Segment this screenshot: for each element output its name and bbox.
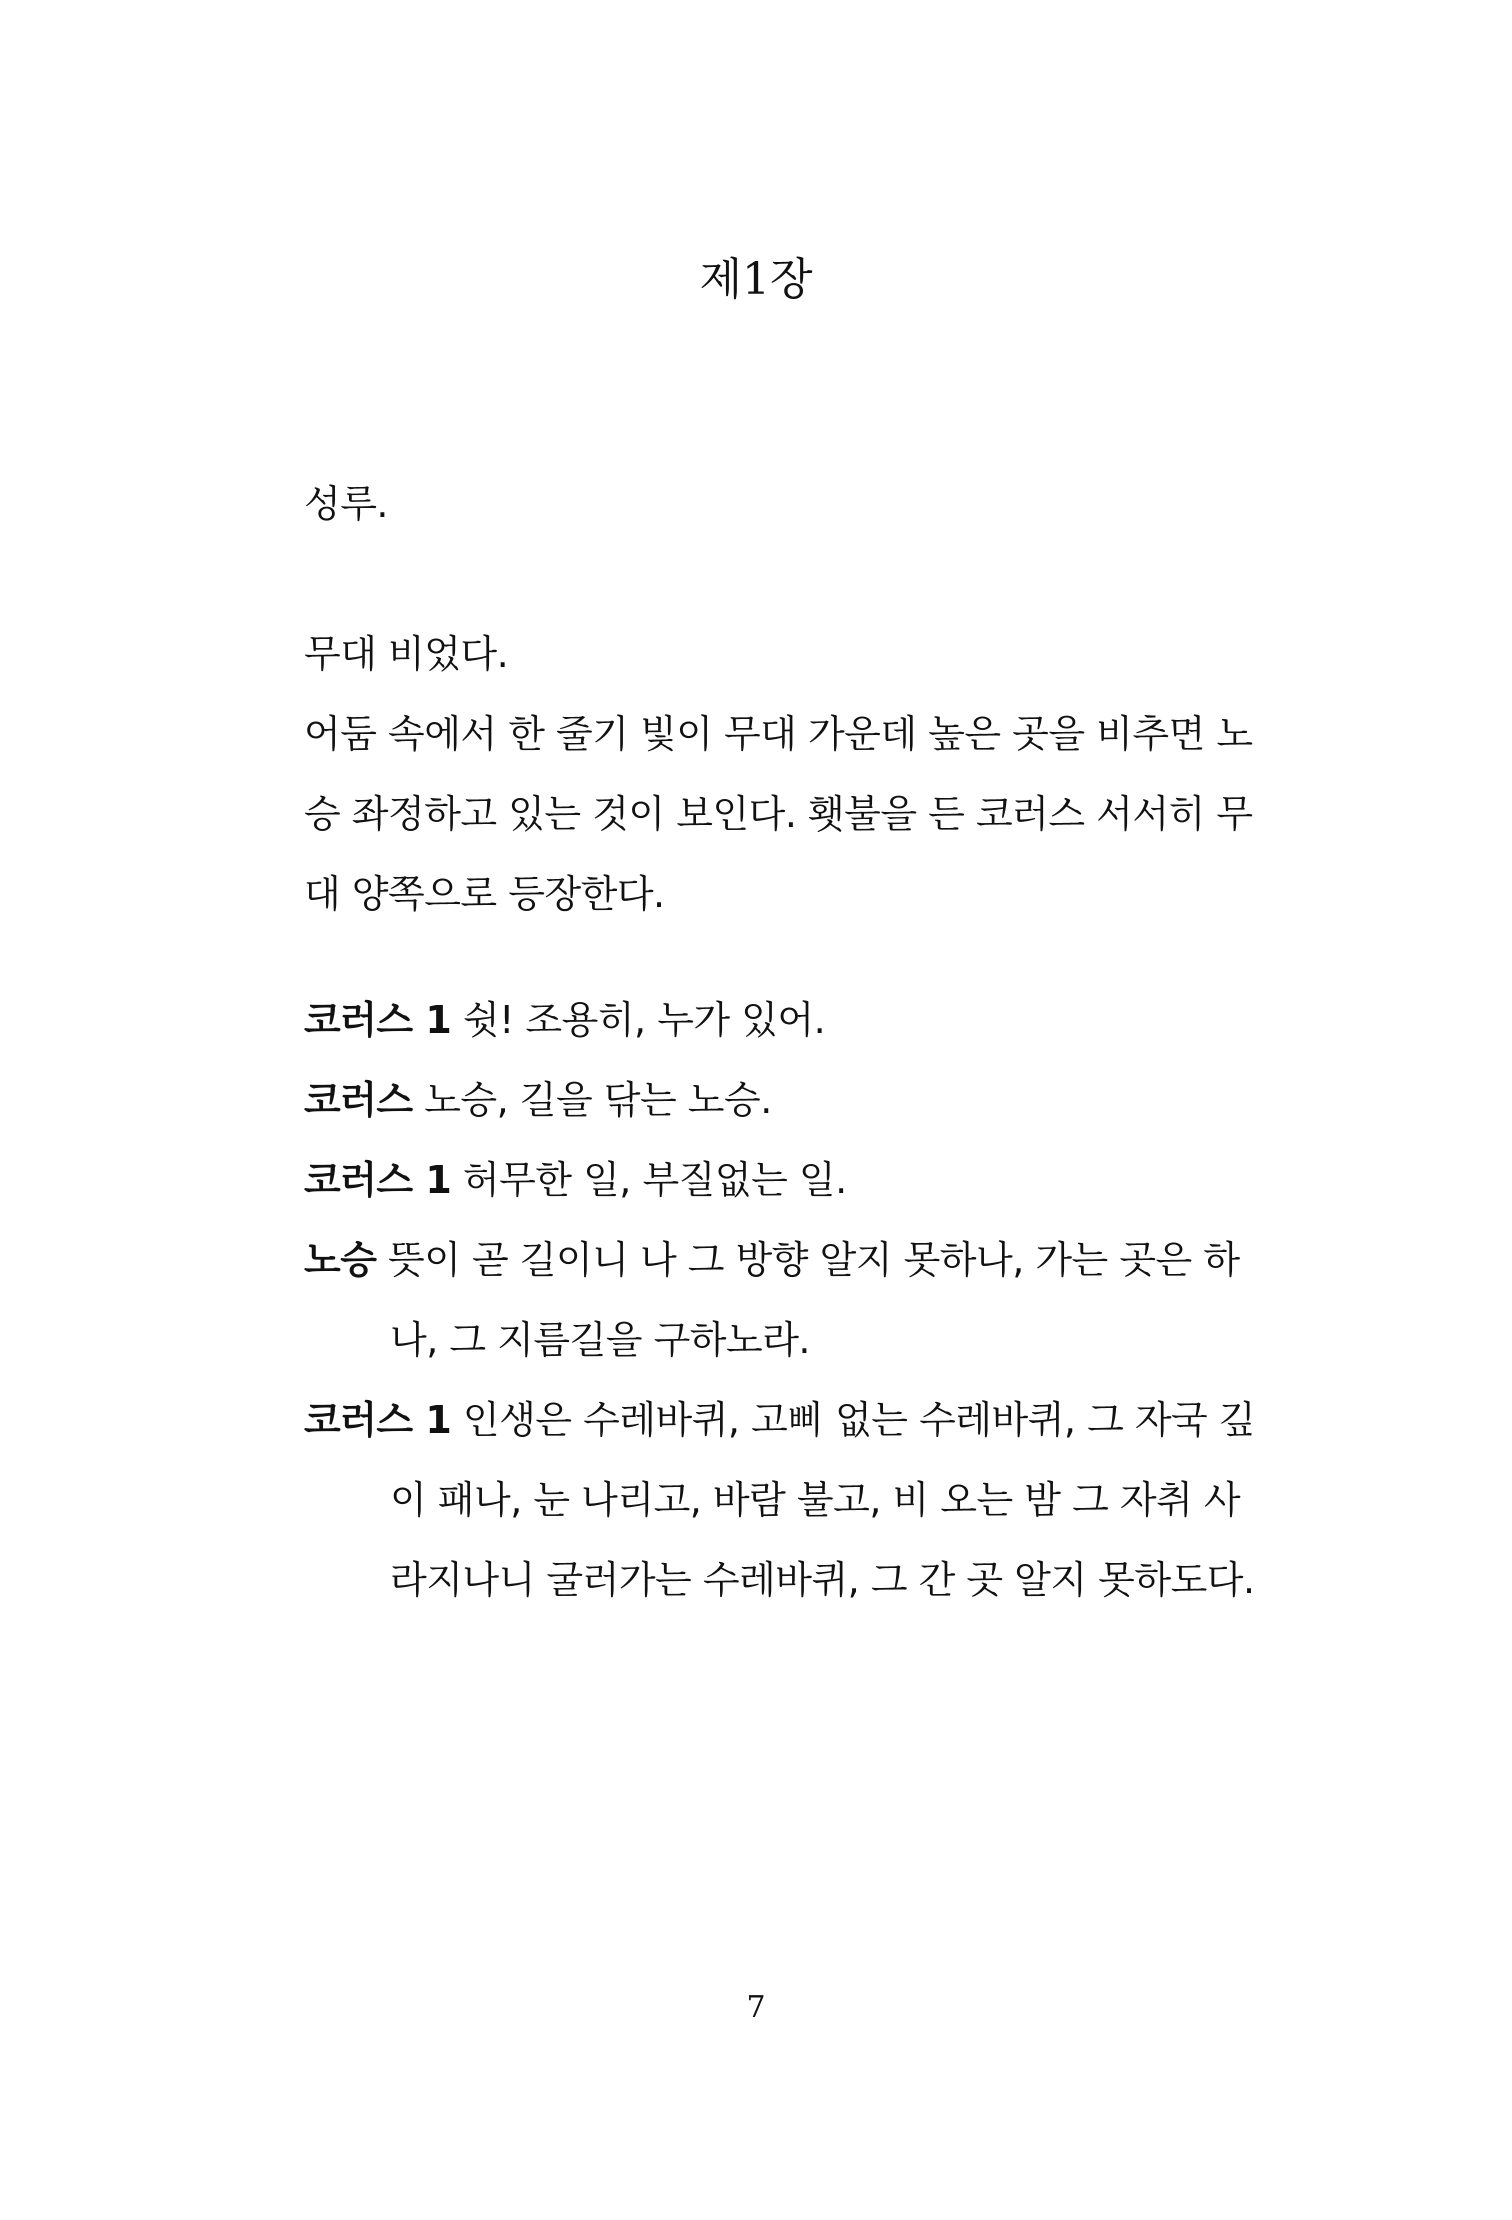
stage-directions bbox=[304, 614, 1253, 934]
dialogue-text: 뜻이 곧 길이니 나 그 방향 알지 못하나, 가는 곳은 하 bbox=[388, 1238, 1240, 1282]
dialogue-entry bbox=[304, 1140, 1240, 1220]
stage-direction-line: 승 좌정하고 있는 것이 보인다. 횃불을 든 코러스 서서히 무 bbox=[304, 792, 1253, 836]
dialogue-line bbox=[304, 980, 1240, 1060]
dialogue-text: 허무한 일, 부질없는 일. bbox=[462, 1158, 847, 1202]
stage-direction-line: 무대 비었다. bbox=[304, 632, 509, 676]
dialogue-line bbox=[304, 1140, 1240, 1220]
speaker-name: 코러스 bbox=[304, 1078, 413, 1122]
dialogue-entry bbox=[304, 1220, 1240, 1380]
scene-heading-block bbox=[304, 464, 1240, 544]
dialogue-entry bbox=[304, 1380, 1256, 1620]
dialogue-continuation: 이 패나, 눈 나리고, 바람 불고, 비 오는 밤 그 자취 사 bbox=[390, 1478, 1241, 1522]
speaker-name: 코러스 1 bbox=[304, 1398, 452, 1442]
dialogue-entry bbox=[304, 980, 1240, 1060]
scene-heading: 성루. bbox=[304, 482, 388, 526]
dialogue-line bbox=[304, 1060, 1240, 1140]
stage-direction-line: 어둠 속에서 한 줄기 빛이 무대 가운데 높은 곳을 비추면 노 bbox=[304, 712, 1253, 756]
page-number: 7 bbox=[746, 1990, 766, 2025]
dialogue-text: 쉿! 조용히, 누가 있어. bbox=[462, 998, 826, 1042]
speaker-name: 코러스 1 bbox=[304, 1158, 452, 1202]
dialogue-continuation: 나, 그 지름길을 구하노라. bbox=[390, 1318, 810, 1362]
dialogue-continuation: 라지나니 굴러가는 수레바퀴, 그 간 곳 알지 못하도다. bbox=[390, 1558, 1255, 1602]
dialogue-entry bbox=[304, 1060, 1240, 1140]
dialogue-text: 노승, 길을 닦는 노승. bbox=[424, 1078, 772, 1122]
dialogue-line bbox=[304, 1220, 1240, 1300]
chapter-title: 제1장 bbox=[699, 254, 813, 305]
speaker-name: 코러스 1 bbox=[304, 998, 452, 1042]
dialogue-block bbox=[304, 980, 1256, 1620]
dialogue-line bbox=[304, 1380, 1256, 1460]
speaker-name: 노승 bbox=[304, 1238, 377, 1282]
dialogue-text: 인생은 수레바퀴, 고삐 없는 수레바퀴, 그 자국 깊 bbox=[462, 1398, 1256, 1442]
stage-direction-line: 대 양쪽으로 등장한다. bbox=[304, 872, 665, 916]
